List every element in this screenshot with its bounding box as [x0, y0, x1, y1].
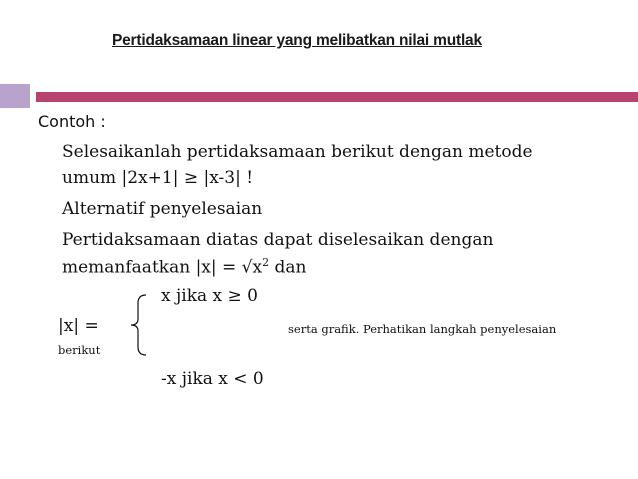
solution-line2 — [62, 256, 306, 278]
side-note-continuation: berikut — [58, 343, 101, 357]
absolute-value-label: |x| = — [58, 316, 99, 336]
square-exponent: 2 — [262, 256, 270, 269]
case-negative: -x jika x < 0 — [161, 369, 264, 389]
problem-statement-line1: Selesaikanlah pertidaksamaan berikut dengan metode — [62, 142, 533, 162]
solution-heading: Alternatif penyelesaian — [62, 199, 263, 219]
piecewise-brace — [126, 294, 150, 356]
example-heading: Contoh : — [38, 112, 106, 131]
solution-line2-text: memanfaatkan |x| = √x — [62, 257, 263, 278]
accent-square-fill — [0, 84, 30, 108]
case-positive: x jika x ≥ 0 — [161, 286, 258, 306]
solution-line1: Pertidaksamaan diatas dapat diselesaikan dengan — [62, 230, 494, 250]
slide-title: Pertidaksamaan linear yang melibatkan nilai mutlak — [112, 32, 482, 49]
problem-statement-line2: umum |2x+1| ≥ |x-3| ! — [62, 168, 254, 188]
accent-square — [0, 84, 30, 108]
accent-bar-fill — [36, 92, 638, 102]
accent-bar — [36, 92, 638, 102]
solution-line2-end: dan — [269, 257, 307, 278]
brace-path — [131, 295, 146, 355]
side-note: serta grafik. Perhatikan langkah penyelesaian — [288, 322, 557, 336]
